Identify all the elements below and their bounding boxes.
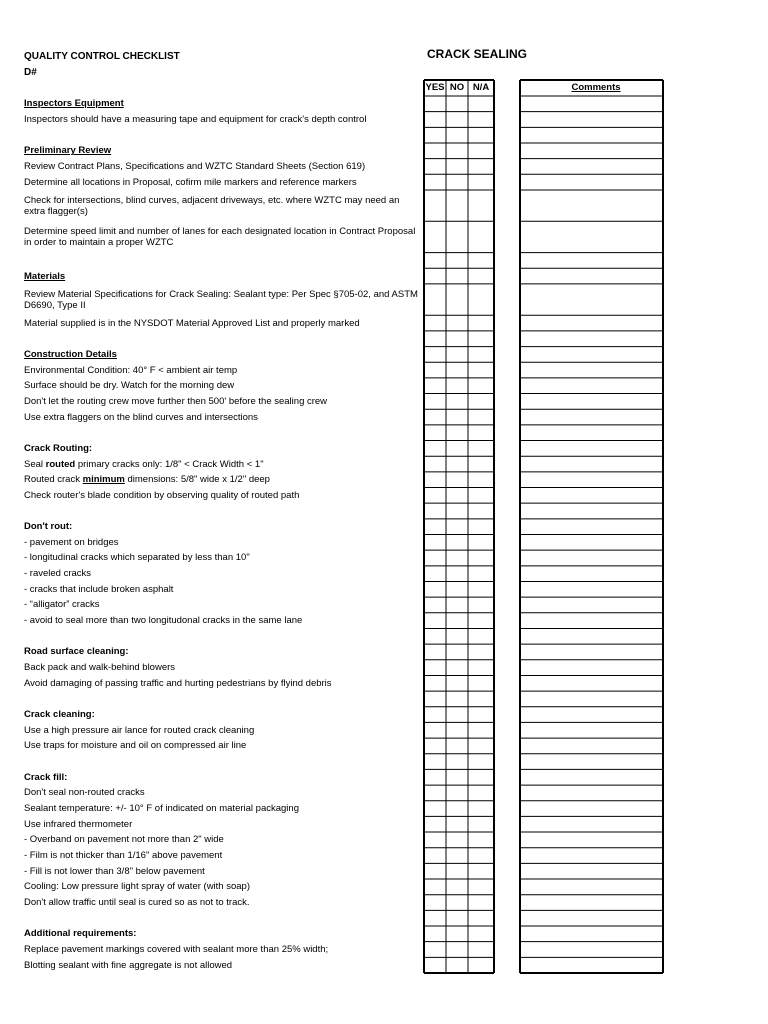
comment-cell[interactable] xyxy=(520,942,663,958)
yes-cell[interactable] xyxy=(424,910,446,926)
no-cell[interactable] xyxy=(446,957,468,973)
yes-cell[interactable] xyxy=(424,722,446,738)
na-cell[interactable] xyxy=(468,503,494,519)
no-cell[interactable] xyxy=(446,738,468,754)
comment-cell[interactable] xyxy=(520,628,663,644)
no-cell[interactable] xyxy=(446,315,468,331)
checklist-item: Inspectors should have a measuring tape and equipment for crack's depth control xyxy=(24,113,367,125)
checklist-item: - Film is not thicker than 1/16" above pavement xyxy=(24,850,223,862)
yes-cell[interactable] xyxy=(424,394,446,410)
comment-cell[interactable] xyxy=(520,456,663,472)
no-cell[interactable] xyxy=(446,613,468,629)
checklist-item: - cracks that include broken asphalt xyxy=(24,583,174,595)
comment-cell[interactable] xyxy=(520,926,663,942)
no-cell[interactable] xyxy=(446,926,468,942)
no-cell[interactable] xyxy=(446,378,468,394)
na-cell[interactable] xyxy=(468,722,494,738)
yes-cell[interactable] xyxy=(424,957,446,973)
na-cell[interactable] xyxy=(468,738,494,754)
na-cell[interactable] xyxy=(468,441,494,457)
yes-cell[interactable] xyxy=(424,190,446,221)
comment-cell[interactable] xyxy=(520,315,663,331)
no-cell[interactable] xyxy=(446,409,468,425)
no-cell[interactable] xyxy=(446,268,468,284)
yes-cell[interactable] xyxy=(424,441,446,457)
checklist-item: - longitudinal cracks which separated by less than 10" xyxy=(24,552,250,564)
na-cell[interactable] xyxy=(468,190,494,221)
checklist-item: - Fill is not lower than 3/8" below pavement xyxy=(24,865,205,877)
item-text-part: Seal xyxy=(24,458,46,470)
document-subtitle: CRACK SEALING xyxy=(427,47,528,61)
yes-cell[interactable] xyxy=(424,331,446,347)
no-cell[interactable] xyxy=(446,174,468,190)
yes-cell[interactable] xyxy=(424,879,446,895)
comment-cell[interactable] xyxy=(520,597,663,613)
document-number-label: D# xyxy=(24,67,37,78)
comment-cell[interactable] xyxy=(520,769,663,785)
no-cell[interactable] xyxy=(446,566,468,582)
no-cell[interactable] xyxy=(446,143,468,159)
na-cell[interactable] xyxy=(468,581,494,597)
comment-cell[interactable] xyxy=(520,863,663,879)
no-cell[interactable] xyxy=(446,691,468,707)
yes-cell[interactable] xyxy=(424,315,446,331)
na-cell[interactable] xyxy=(468,253,494,269)
section-heading: Construction Details xyxy=(24,348,117,360)
comment-cell[interactable] xyxy=(520,331,663,347)
yes-cell[interactable] xyxy=(424,284,446,315)
no-cell[interactable] xyxy=(446,801,468,817)
comment-cell[interactable] xyxy=(520,550,663,566)
no-cell[interactable] xyxy=(446,644,468,660)
no-cell[interactable] xyxy=(446,362,468,378)
na-cell[interactable] xyxy=(468,895,494,911)
column-header-na: N/A xyxy=(472,82,490,93)
checklist-item: Material supplied is in the NYSDOT Material Approved List and properly marked xyxy=(24,317,360,329)
no-cell[interactable] xyxy=(446,441,468,457)
yes-cell[interactable] xyxy=(424,221,446,252)
yes-cell[interactable] xyxy=(424,550,446,566)
na-cell[interactable] xyxy=(468,96,494,112)
yes-cell[interactable] xyxy=(424,409,446,425)
checklist-item: - avoid to seal more than two longitudonal cracks in the same lane xyxy=(24,615,303,627)
yes-cell[interactable] xyxy=(424,174,446,190)
na-cell[interactable] xyxy=(468,942,494,958)
checklist-item: Environmental Condition: 40° F < ambient air temp xyxy=(24,364,238,376)
comment-cell[interactable] xyxy=(520,268,663,284)
yes-cell[interactable] xyxy=(424,926,446,942)
yes-cell[interactable] xyxy=(424,456,446,472)
yes-cell[interactable] xyxy=(424,143,446,159)
yes-cell[interactable] xyxy=(424,362,446,378)
na-cell[interactable] xyxy=(468,926,494,942)
yes-cell[interactable] xyxy=(424,816,446,832)
no-cell[interactable] xyxy=(446,472,468,488)
yes-cell[interactable] xyxy=(424,628,446,644)
yes-cell[interactable] xyxy=(424,738,446,754)
comment-cell[interactable] xyxy=(520,879,663,895)
na-cell[interactable] xyxy=(468,409,494,425)
yes-cell[interactable] xyxy=(424,597,446,613)
checklist-item: Review Material Specifications for Crack Sealing: Sealant type: Per Spec §705-02, and ASTM D6690, Type II xyxy=(24,288,418,311)
na-cell[interactable] xyxy=(468,535,494,551)
no-cell[interactable] xyxy=(446,535,468,551)
yes-cell[interactable] xyxy=(424,942,446,958)
na-cell[interactable] xyxy=(468,488,494,504)
yes-cell[interactable] xyxy=(424,378,446,394)
yes-cell[interactable] xyxy=(424,96,446,112)
na-cell[interactable] xyxy=(468,347,494,363)
yes-cell[interactable] xyxy=(424,581,446,597)
na-cell[interactable] xyxy=(468,754,494,770)
yes-cell[interactable] xyxy=(424,707,446,723)
na-cell[interactable] xyxy=(468,566,494,582)
na-cell[interactable] xyxy=(468,284,494,315)
comment-cell[interactable] xyxy=(520,691,663,707)
checklist-item: Determine speed limit and number of lanes for each designated location in Contract Proposal in order to maintain a proper WZTC xyxy=(24,225,416,248)
checklist-item: Sealant temperature: +/- 10° F of indicated on material packaging xyxy=(24,803,299,815)
no-cell[interactable] xyxy=(446,660,468,676)
no-cell[interactable] xyxy=(446,519,468,535)
na-cell[interactable] xyxy=(468,801,494,817)
comment-cell[interactable] xyxy=(520,112,663,128)
no-cell[interactable] xyxy=(446,112,468,128)
na-cell[interactable] xyxy=(468,127,494,143)
comment-cell[interactable] xyxy=(520,190,663,221)
comment-cell[interactable] xyxy=(520,284,663,315)
comment-cell[interactable] xyxy=(520,362,663,378)
item-emphasis: minimum xyxy=(82,474,125,486)
comment-cell[interactable] xyxy=(520,816,663,832)
comment-cell[interactable] xyxy=(520,425,663,441)
no-cell[interactable] xyxy=(446,425,468,441)
no-cell[interactable] xyxy=(446,581,468,597)
no-cell[interactable] xyxy=(446,628,468,644)
no-cell[interactable] xyxy=(446,863,468,879)
comment-cell[interactable] xyxy=(520,738,663,754)
checklist-item: Use a high pressure air lance for routed crack cleaning xyxy=(24,724,255,736)
na-cell[interactable] xyxy=(468,268,494,284)
yes-cell[interactable] xyxy=(424,660,446,676)
comment-cell[interactable] xyxy=(520,127,663,143)
no-cell[interactable] xyxy=(446,190,468,221)
document-title: QUALITY CONTROL CHECKLIST xyxy=(24,51,180,62)
no-cell[interactable] xyxy=(446,769,468,785)
yes-cell[interactable] xyxy=(424,801,446,817)
comment-cell[interactable] xyxy=(520,409,663,425)
checklist-item: Don't let the routing crew move further then 500' before the sealing crew xyxy=(24,395,328,407)
section-heading: Inspectors Equipment xyxy=(24,98,124,110)
comment-cell[interactable] xyxy=(520,174,663,190)
na-cell[interactable] xyxy=(468,597,494,613)
na-cell[interactable] xyxy=(468,112,494,128)
checklist-item: - raveled cracks xyxy=(24,568,92,580)
no-cell[interactable] xyxy=(446,816,468,832)
comment-cell[interactable] xyxy=(520,613,663,629)
na-cell[interactable] xyxy=(468,362,494,378)
na-cell[interactable] xyxy=(468,848,494,864)
na-cell[interactable] xyxy=(468,691,494,707)
checklist-item: Use infrared thermometer xyxy=(24,818,133,830)
comment-cell[interactable] xyxy=(520,378,663,394)
na-cell[interactable] xyxy=(468,315,494,331)
yes-cell[interactable] xyxy=(424,112,446,128)
yes-cell[interactable] xyxy=(424,613,446,629)
na-cell[interactable] xyxy=(468,910,494,926)
yes-cell[interactable] xyxy=(424,832,446,848)
no-cell[interactable] xyxy=(446,754,468,770)
na-cell[interactable] xyxy=(468,613,494,629)
comment-cell[interactable] xyxy=(520,535,663,551)
no-cell[interactable] xyxy=(446,879,468,895)
no-cell[interactable] xyxy=(446,597,468,613)
na-cell[interactable] xyxy=(468,159,494,175)
column-header-no: NO xyxy=(449,82,465,93)
checklist-item: Review Contract Plans, Specifications and WZTC Standard Sheets (Section 619) xyxy=(24,160,366,172)
yes-cell[interactable] xyxy=(424,644,446,660)
item-emphasis: routed xyxy=(45,458,76,470)
no-cell[interactable] xyxy=(446,942,468,958)
comment-cell[interactable] xyxy=(520,253,663,269)
item-text-part: primary cracks only: 1/8" < Crack Width < 1" xyxy=(75,458,264,470)
column-header-yes: YES xyxy=(425,82,445,93)
checklist-item: Avoid damaging of passing traffic and hurting pedestrians by flyind debris xyxy=(24,677,332,689)
comment-cell[interactable] xyxy=(520,488,663,504)
yes-cell[interactable] xyxy=(424,863,446,879)
comment-cell[interactable] xyxy=(520,519,663,535)
na-cell[interactable] xyxy=(468,644,494,660)
na-cell[interactable] xyxy=(468,519,494,535)
no-cell[interactable] xyxy=(446,347,468,363)
yes-cell[interactable] xyxy=(424,159,446,175)
no-cell[interactable] xyxy=(446,848,468,864)
checklist-item: Surface should be dry. Watch for the morning dew xyxy=(24,380,235,392)
checklist-item: Use extra flaggers on the blind curves and intersections xyxy=(24,411,258,423)
yes-cell[interactable] xyxy=(424,785,446,801)
na-cell[interactable] xyxy=(468,785,494,801)
yes-cell[interactable] xyxy=(424,488,446,504)
na-cell[interactable] xyxy=(468,816,494,832)
na-cell[interactable] xyxy=(468,628,494,644)
checklist-item: Replace pavement markings covered with sealant more than 25% width; xyxy=(24,944,329,955)
yes-cell[interactable] xyxy=(424,347,446,363)
no-cell[interactable] xyxy=(446,331,468,347)
yes-cell[interactable] xyxy=(424,691,446,707)
no-cell[interactable] xyxy=(446,707,468,723)
checklist-item: Don't allow traffic until seal is cured so as not to track. xyxy=(24,897,250,909)
na-cell[interactable] xyxy=(468,331,494,347)
na-cell[interactable] xyxy=(468,707,494,723)
comment-cell[interactable] xyxy=(520,848,663,864)
na-cell[interactable] xyxy=(468,425,494,441)
na-cell[interactable] xyxy=(468,832,494,848)
comment-cell[interactable] xyxy=(520,394,663,410)
yes-cell[interactable] xyxy=(424,253,446,269)
section-heading: Don't rout: xyxy=(24,521,73,533)
na-cell[interactable] xyxy=(468,769,494,785)
comment-cell[interactable] xyxy=(520,910,663,926)
yes-cell[interactable] xyxy=(424,895,446,911)
checklist-item: Don't seal non-routed cracks xyxy=(24,787,145,799)
no-cell[interactable] xyxy=(446,503,468,519)
checklist-item xyxy=(24,459,418,470)
comment-cell[interactable] xyxy=(520,675,663,691)
comment-cell[interactable] xyxy=(520,832,663,848)
na-cell[interactable] xyxy=(468,394,494,410)
comment-cell[interactable] xyxy=(520,566,663,582)
no-cell[interactable] xyxy=(446,456,468,472)
yes-cell[interactable] xyxy=(424,566,446,582)
no-cell[interactable] xyxy=(446,159,468,175)
no-cell[interactable] xyxy=(446,284,468,315)
checklist-item xyxy=(24,474,418,485)
na-cell[interactable] xyxy=(468,879,494,895)
checklist-item: Back pack and walk-behind blowers xyxy=(24,662,176,674)
no-cell[interactable] xyxy=(446,253,468,269)
na-cell[interactable] xyxy=(468,660,494,676)
checklist-item: Use traps for moisture and oil on compressed air line xyxy=(24,740,247,752)
no-cell[interactable] xyxy=(446,96,468,112)
no-cell[interactable] xyxy=(446,221,468,252)
item-text-part: dimensions: 5/8" wide x 1/2" deep xyxy=(124,474,270,486)
yes-cell[interactable] xyxy=(424,425,446,441)
yes-cell[interactable] xyxy=(424,754,446,770)
comment-cell[interactable] xyxy=(520,96,663,112)
na-cell[interactable] xyxy=(468,957,494,973)
comment-cell[interactable] xyxy=(520,472,663,488)
comment-cell[interactable] xyxy=(520,801,663,817)
yes-cell[interactable] xyxy=(424,848,446,864)
checklist-item: Determine all locations in Proposal, cofirm mile markers and reference markers xyxy=(24,176,357,188)
comment-cell[interactable] xyxy=(520,895,663,911)
comment-cell[interactable] xyxy=(520,957,663,973)
checklist-item: - Overband on pavement not more than 2" wide xyxy=(24,834,224,846)
no-cell[interactable] xyxy=(446,910,468,926)
section-heading: Crack Routing: xyxy=(24,442,93,454)
section-heading: Preliminary Review xyxy=(24,145,112,157)
comment-cell[interactable] xyxy=(520,221,663,252)
yes-cell[interactable] xyxy=(424,535,446,551)
section-heading: Materials xyxy=(24,270,66,282)
no-cell[interactable] xyxy=(446,394,468,410)
comment-cell[interactable] xyxy=(520,707,663,723)
checklist-item: Check router's blade condition by observing quality of routed path xyxy=(24,489,300,501)
no-cell[interactable] xyxy=(446,895,468,911)
yes-cell[interactable] xyxy=(424,769,446,785)
column-header-comments: Comments xyxy=(571,82,621,93)
checklist-item: Blotting sealant with fine aggregate is not allowed xyxy=(24,959,233,971)
comment-cell[interactable] xyxy=(520,722,663,738)
comment-cell[interactable] xyxy=(520,441,663,457)
section-heading: Crack fill: xyxy=(24,771,68,783)
no-cell[interactable] xyxy=(446,127,468,143)
no-cell[interactable] xyxy=(446,488,468,504)
yes-cell[interactable] xyxy=(424,127,446,143)
no-cell[interactable] xyxy=(446,550,468,566)
yes-cell[interactable] xyxy=(424,268,446,284)
no-cell[interactable] xyxy=(446,722,468,738)
checklist-item: - pavement on bridges xyxy=(24,536,119,548)
comment-cell[interactable] xyxy=(520,581,663,597)
section-heading: Road surface cleaning: xyxy=(24,646,129,658)
na-cell[interactable] xyxy=(468,456,494,472)
section-heading: Crack cleaning: xyxy=(24,709,95,721)
na-cell[interactable] xyxy=(468,378,494,394)
comment-cell[interactable] xyxy=(520,785,663,801)
na-cell[interactable] xyxy=(468,675,494,691)
comment-cell[interactable] xyxy=(520,159,663,175)
yes-cell[interactable] xyxy=(424,503,446,519)
checklist-item: Check for intersections, blind curves, adjacent driveways, etc. where WZTC may need an extra flagger(s) xyxy=(24,194,400,217)
na-cell[interactable] xyxy=(468,863,494,879)
comment-cell[interactable] xyxy=(520,660,663,676)
no-cell[interactable] xyxy=(446,785,468,801)
na-cell[interactable] xyxy=(468,174,494,190)
checklist-item: - “alligator” cracks xyxy=(24,599,100,611)
yes-cell[interactable] xyxy=(424,519,446,535)
section-heading: Additional requirements: xyxy=(24,928,137,940)
yes-cell[interactable] xyxy=(424,472,446,488)
comment-cell[interactable] xyxy=(520,347,663,363)
na-cell[interactable] xyxy=(468,221,494,252)
no-cell[interactable] xyxy=(446,832,468,848)
yes-cell[interactable] xyxy=(424,675,446,691)
comment-cell[interactable] xyxy=(520,503,663,519)
comment-cell[interactable] xyxy=(520,754,663,770)
comment-cell[interactable] xyxy=(520,143,663,159)
checklist-item: Cooling: Low pressure light spray of water (with soap) xyxy=(24,881,250,893)
na-cell[interactable] xyxy=(468,472,494,488)
comment-cell[interactable] xyxy=(520,644,663,660)
na-cell[interactable] xyxy=(468,550,494,566)
na-cell[interactable] xyxy=(468,143,494,159)
no-cell[interactable] xyxy=(446,675,468,691)
item-text-part: Routed crack xyxy=(24,474,83,486)
